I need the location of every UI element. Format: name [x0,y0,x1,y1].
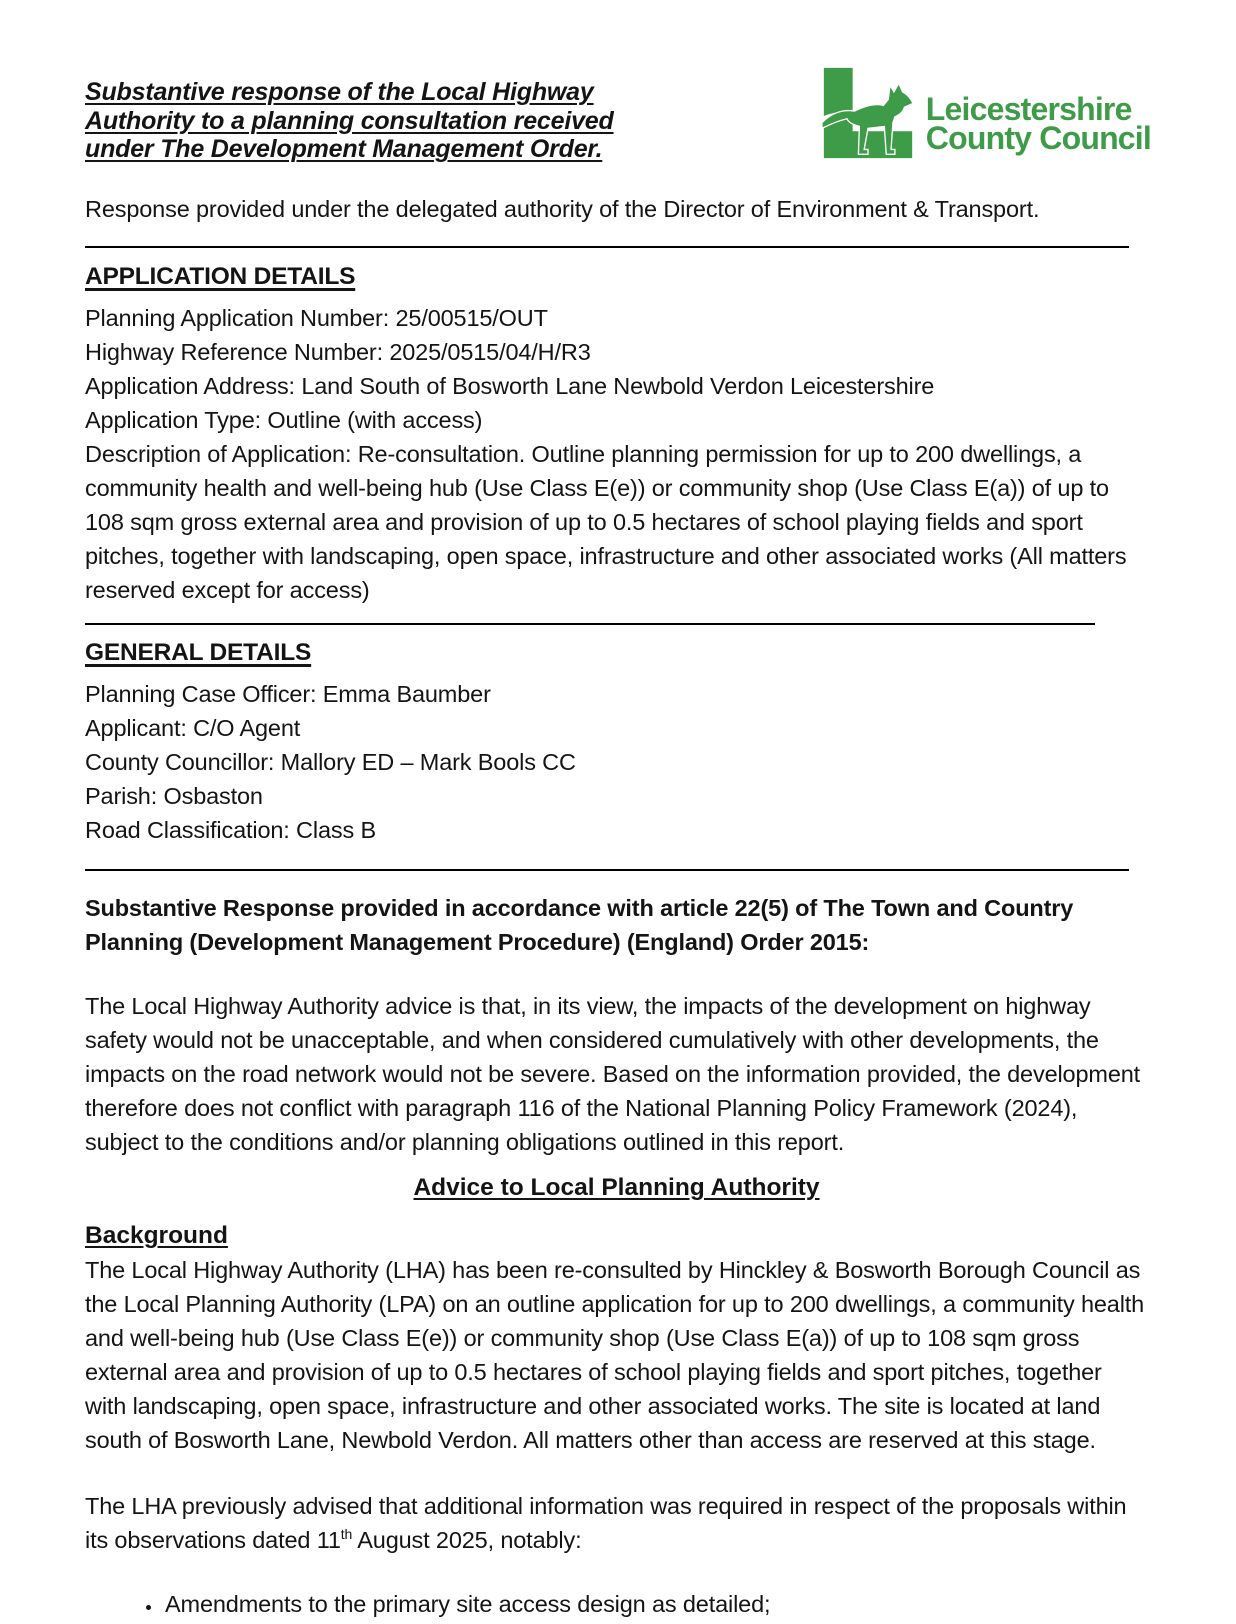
background-body: The Local Highway Authority (LHA) has been re-consulted by Hinckley & Bosworth Borough Council as the Local Planning Authority (LPA) on an outline application for up to 200 dwellings, a community health and well-being hub (Use Class E(e)) or community shop (Use Class E(a)) of up to 108 sqm gross external area and provision of up to 0.5 hectares of school playing fields and sport pitches, together with landscaping, open space, infrastructure and other associated works. The site is located at land south of Bosworth Lane, Newbold Verdon. All matters other than access are reserved at this stage. [85,1256,1145,1453]
previous-advice-bullet-list [85,1587,1148,1621]
general-detail-row: County Councillor: Mallory ED – Mark Bools CC [85,748,576,775]
section-divider [85,623,1095,625]
general-details-rows [85,677,1148,847]
application-details-heading: APPLICATION DETAILS [85,262,356,290]
advice-to-lpa-heading: Advice to Local Planning Authority [413,1173,820,1201]
council-logo-line1: Leicestershire [925,91,1132,127]
general-detail-row: Applicant: C/O Agent [85,714,301,741]
section-divider [85,246,1129,248]
previous-advice-suffix: August 2025, notably: [352,1526,582,1553]
document-title-line: Substantive response of the Local Highway [85,78,594,106]
application-detail-row: Highway Reference Number: 2025/0515/04/H/R3 [85,338,591,365]
general-detail-row: Planning Case Officer: Emma Baumber [85,680,491,707]
document-title-line: under The Development Management Order. [85,135,603,164]
general-detail-row: Road Classification: Class B [85,816,376,843]
application-details-rows [85,301,1148,607]
previous-advice-prefix: The LHA previously advised that additional information was required in respect of the proposals within its observations dated 11 [85,1492,1127,1553]
council-logo [818,65,1151,161]
delegation-note: Response provided under the delegated authority of the Director of Environment & Transport. [85,195,1040,222]
document-header [85,78,1151,164]
general-details-heading: GENERAL DETAILS [85,638,312,666]
section-divider [85,869,1129,871]
document-title-line: Authority to a planning consultation received [85,106,614,135]
application-detail-row: Application Type: Outline (with access) [85,406,483,433]
ordinal-superscript: th [340,1525,353,1542]
document-title [85,78,614,164]
council-logo-text [925,91,1151,156]
previous-advice-note [85,1489,1148,1557]
background-heading: Background [85,1221,228,1249]
substantive-response-body: The Local Highway Authority advice is that, in its view, the impacts of the development on highway safety would not be unacceptable, and when considered cumulatively with other developments, the impacts on the road network would not be severe. Based on the information provided, the development therefore does not conflict with paragraph 116 of the National Planning Policy Framework (2024), subject to the conditions and/or planning obligations outlined in this report. [85,992,1141,1155]
application-detail-row: Planning Application Number: 25/00515/OUT [85,304,548,331]
substantive-response-heading: Substantive Response provided in accordance with article 22(5) of The Town and Country Planning (Development Management Procedure) (England) Order 2015: [85,894,1074,955]
application-detail-row: Description of Application: Re-consultation. Outline planning permission for up to 200 dwellings, a community health and well-being hub (Use Class E(e)) or community shop (Use Class E(a)) of up to 108 sqm gross external area and provision of up to 0.5 hectares of school playing fields and sport pitches, together with landscaping, open space, infrastructure and other associated works (All matters reserved except for access) [85,440,1127,603]
application-detail-row: Application Address: Land South of Bosworth Lane Newbold Verdon Leicestershire [85,372,935,399]
council-logo-line2: County Council [925,120,1151,156]
bullet-item: • Amendments to the primary site access design as detailed; [163,1587,1148,1621]
general-detail-row: Parish: Osbaston [85,782,263,809]
fox-l-mark-icon [818,65,918,161]
